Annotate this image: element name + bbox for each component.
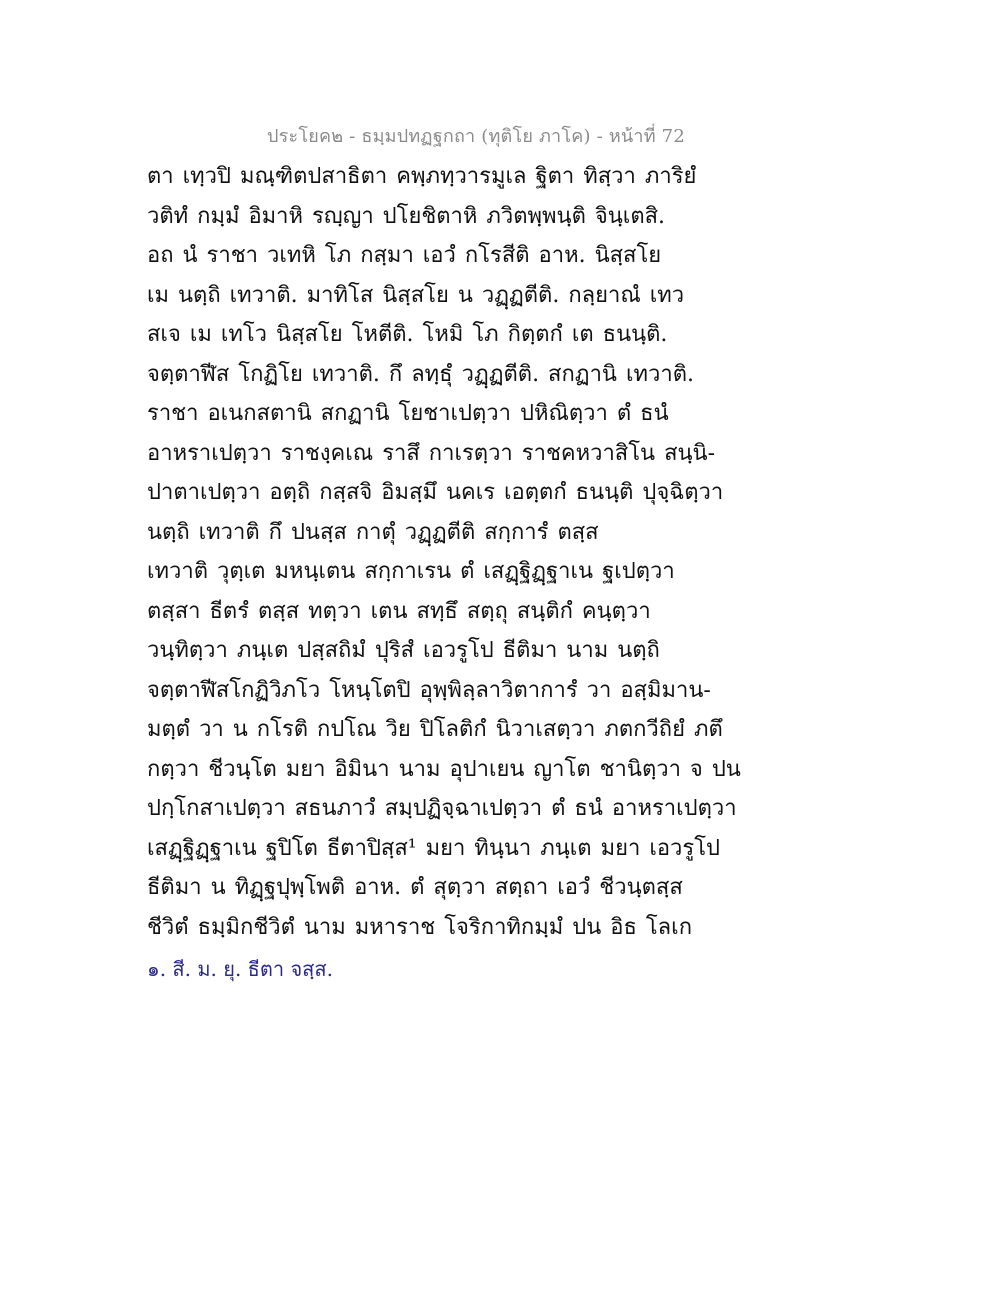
body-text (147, 157, 741, 947)
text-line: มตฺตํ วา น กโรติ กปโณ วิย ปิโลติกํ นิวาเสตฺวา ภตกวีถิยํ ภตึ (147, 717, 723, 742)
text-line: สเจ เม เทโว นิสฺสโย โหตีติ. โหมิ โภ กิตฺตกํ เต ธนนฺติ. (147, 322, 668, 347)
text-line: ชีวิตํ ธมฺมิกชีวิตํ นาม มหาราช โจริกาทิกมฺมํ ปน อิธ โลเก (147, 914, 693, 940)
text-line: จตฺตาฬีส โกฏิโย เทวาติ. กึ ลทฺธุํ วฏฺฏตีติ. สกฏานิ เทวาติ. (147, 361, 694, 387)
text-line: เม นตฺถิ เทวาติ. มาทิโส นิสฺสโย น วฏฺฏตีติ. กลฺยาณํ เทว (147, 282, 685, 308)
footnote: ๑. สี. ม. ยุ. ธีตา จสฺส. (147, 957, 333, 981)
text-line: วติทํ กมฺมํ อิมาหิ รญฺญา ปโยชิตาหิ ภวิตพฺพนฺติ จินฺเตสิ. (147, 203, 666, 229)
text-line: จตฺตาฬีสโกฏิวิภโว โหนฺโตปิ อุพฺพิลฺลาวิตาการํ วา อสฺมิมาน- (147, 677, 711, 703)
text-line: ปกฺโกสาเปตฺวา สธนภาวํ สมฺปฏิจฺฉาเปตฺวา ตํ ธนํ อาหราเปตฺวา (147, 796, 737, 821)
text-line: ราชา อเนกสตานิ สกฏานิ โยชาเปตฺวา ปหิณิตฺวา ตํ ธนํ (147, 401, 669, 426)
text-line: ปาตาเปตฺวา อตฺถิ กสฺสจิ อิมสฺมึ นคเร เอตฺตกํ ธนนฺติ ปุจฺฉิตฺวา (147, 480, 724, 505)
text-line: วนฺทิตฺวา ภนฺเต ปสฺสถิมํ ปุริสํ เอวรูโป ธีติมา นาม นตฺถิ (147, 638, 660, 663)
text-line: ธีติมา น ทิฏฺฐปุพฺโพติ อาห. ตํ สุตฺวา สตฺถา เอวํ ชีวนฺตสฺส (147, 875, 683, 900)
text-line: อาหราเปตฺวา ราชงฺคเณ ราสึ กาเรตฺวา ราชคหวาสิโน สนฺนิ- (147, 440, 716, 466)
text-line: ตา เทฺวปิ มณฺฑิตปสาธิตา คพฺภทฺวารมูเล ฐิตา ทิสฺวา ภาริยํ (147, 164, 697, 189)
text-line: เสฏฺฐิฏฺฐาเน ฐปิโต ธีตาปิสฺส¹ มยา ทินฺนา ภนฺเต มยา เอวรูโป (147, 835, 721, 861)
text-line: เทวาติ วุตฺเต มหนฺเตน สกฺกาเรน ตํ เสฏฺฐิฏฺฐาเน ฐเปตฺวา (147, 559, 675, 584)
page-header: ประโยค๒ - ธมฺมปทฏฐกถา (ทุติโย ภาโค) - หน้าที่ 72 (267, 126, 685, 147)
text-line: กตฺวา ชีวนฺโต มยา อิมินา นาม อุปาเยน ญาโต ชานิตฺวา จ ปน (147, 756, 741, 782)
text-line: อถ นํ ราชา วเทหิ โภ กสฺมา เอวํ กโรสีติ อาห. นิสฺสโย (147, 243, 662, 268)
text-line: ตสฺสา ธีตรํ ตสฺส ทตฺวา เตน สทฺธึ สตฺถุ สนฺติกํ คนฺตฺวา (147, 598, 651, 624)
text-line: นตฺถิ เทวาติ กึ ปนสฺส กาตุํ วฏฺฏตีติ สกฺการํ ตสฺส (147, 519, 599, 545)
